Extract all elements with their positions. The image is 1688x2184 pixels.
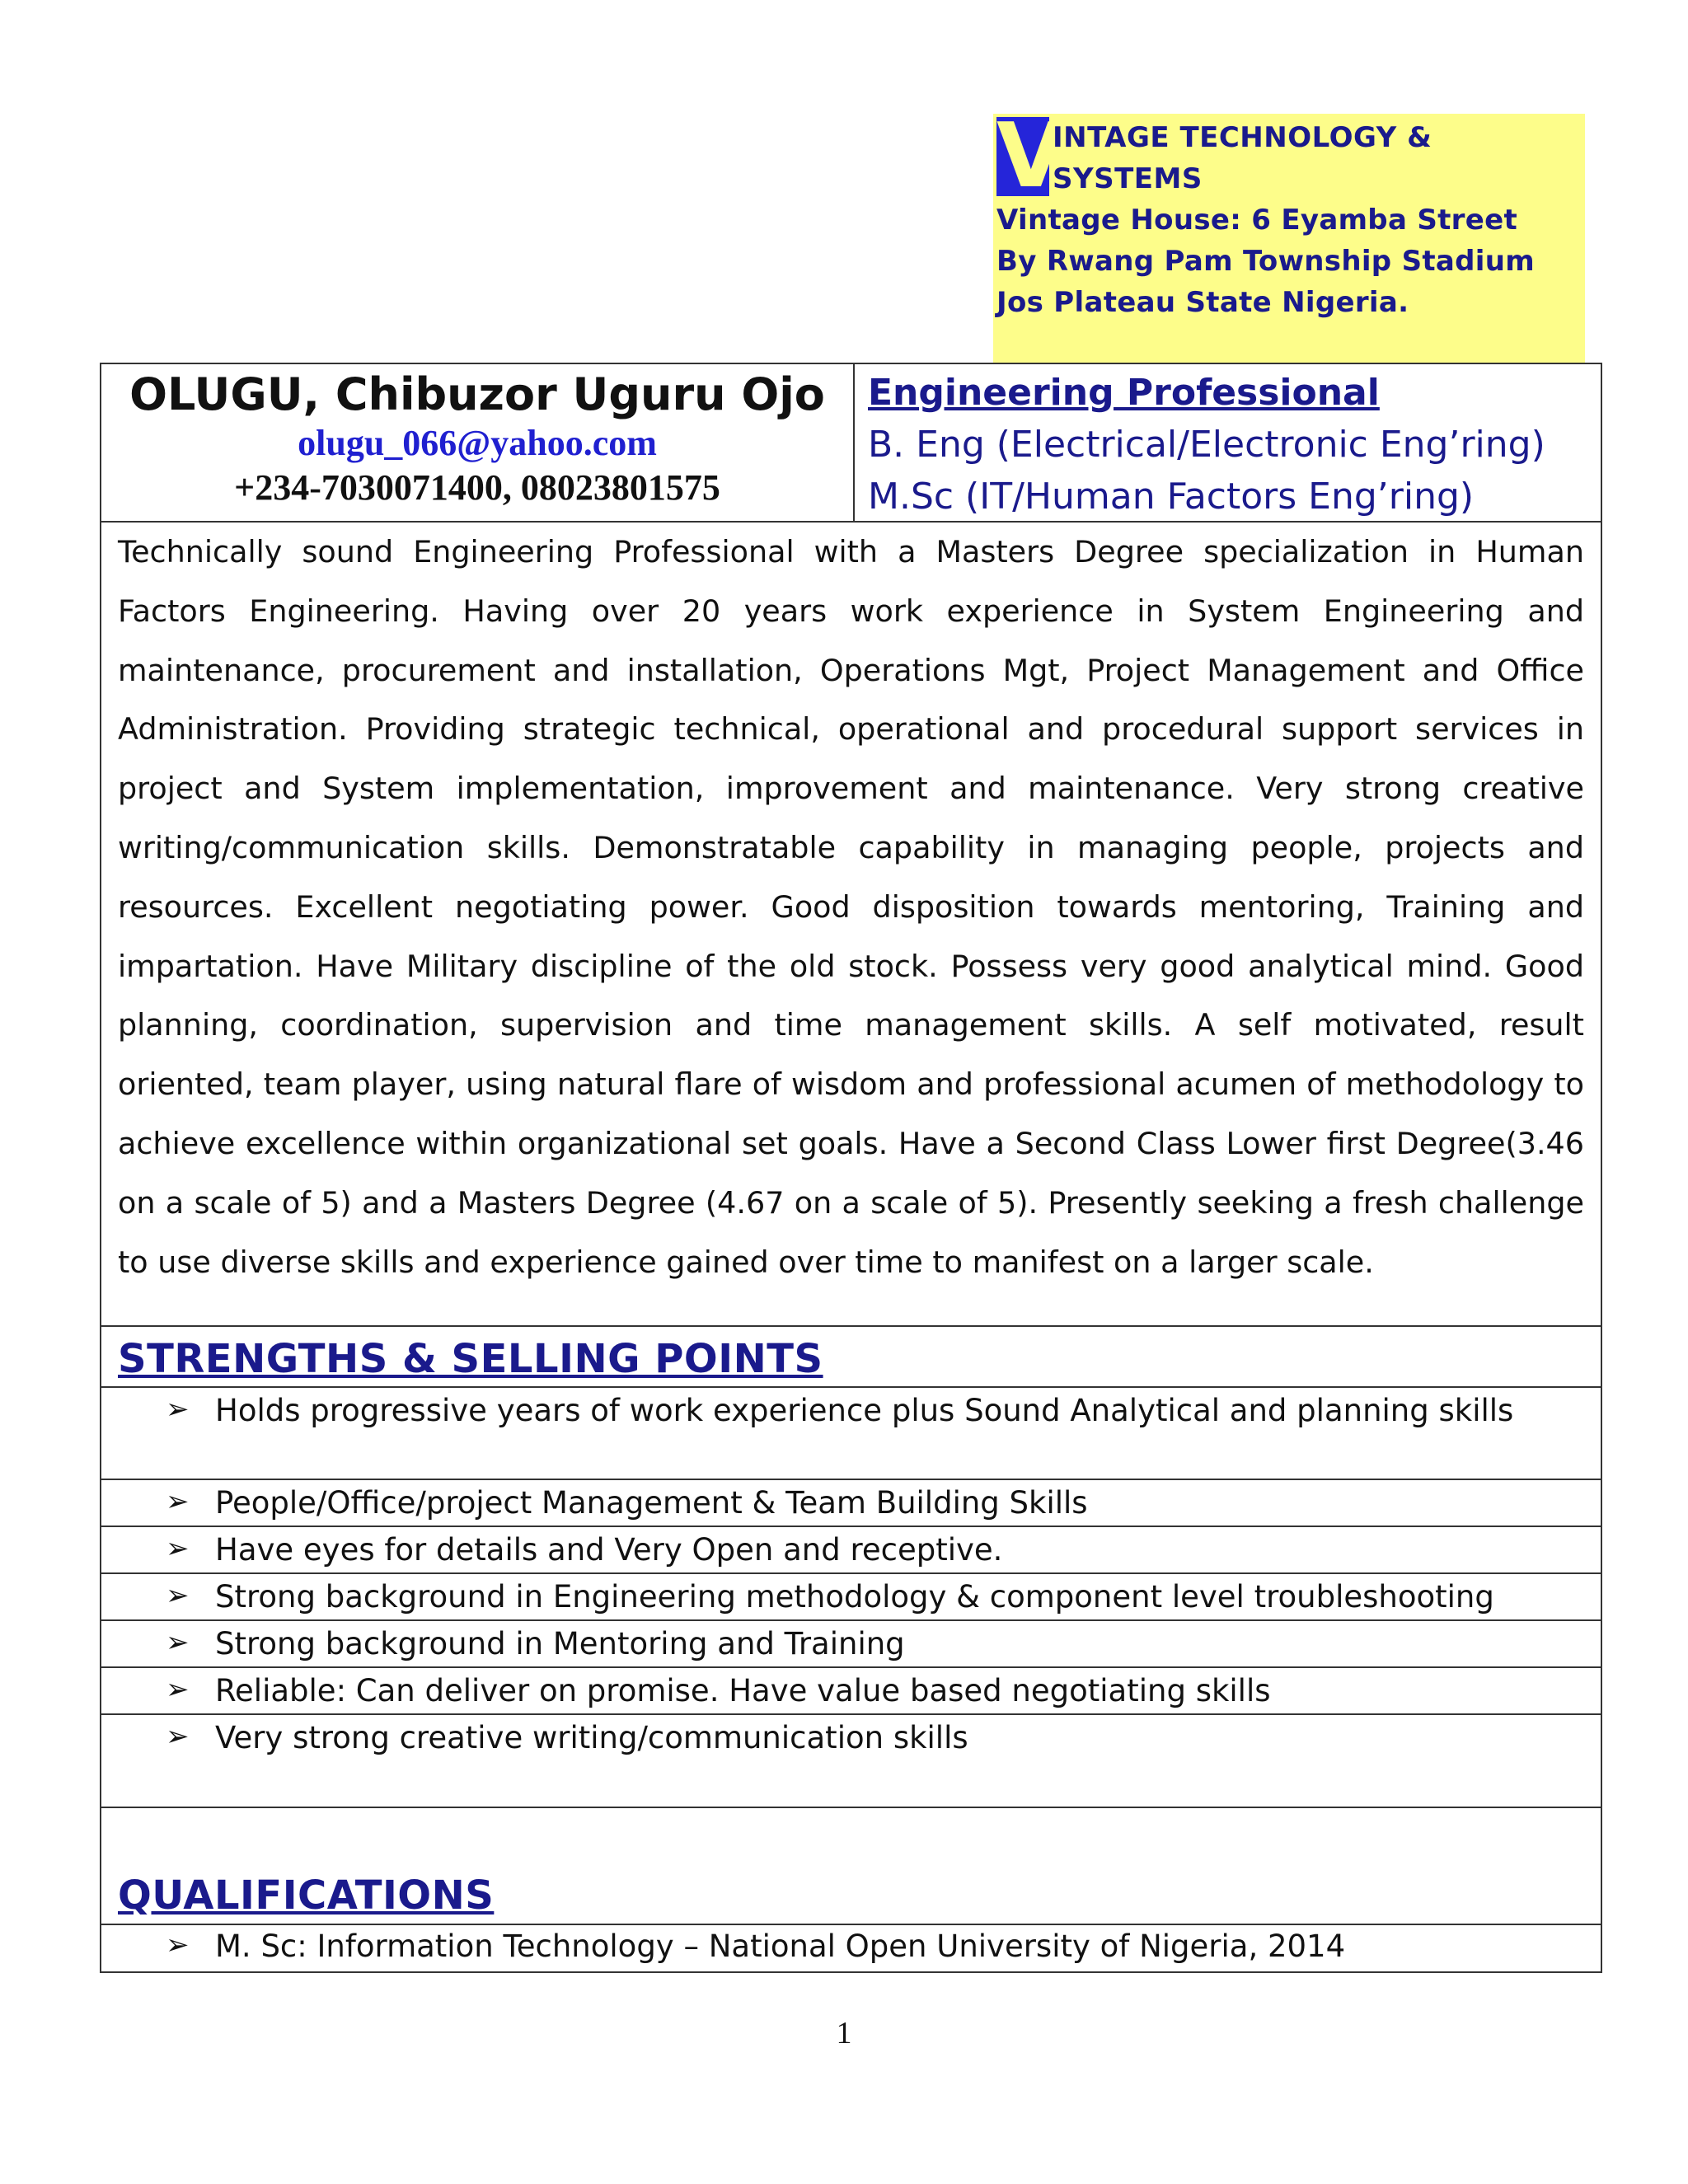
strength-item-text: Strong background in Engineering methodology & component level troubleshooting — [215, 1579, 1494, 1615]
bullet-arrow-icon: ➢ — [166, 1485, 190, 1518]
bullet-arrow-icon: ➢ — [166, 1626, 190, 1659]
bullet-arrow-icon: ➢ — [166, 1673, 190, 1706]
bullet-arrow-icon: ➢ — [166, 1720, 190, 1753]
profession-cell — [855, 364, 1601, 521]
profile-summary: Technically sound Engineering Professional with a Masters Degree specialization in Human Factors Engineering. Having over 20 years work experience in System Engineering and maintenance, procurement and installation, Operations Mgt, Project Management and Office Administration. Providing strategic technical, operational and procedural support services in project and System implementation, improvement and maintenance. Very strong creative writing/communication skills. Demonstratable capability in managing people, projects and resources. Excellent negotiating power. Good disposition towards mentoring, Training and impartation. Have Military discipline of the old stock. Possess very good analytical mind. Good planning, coordination, supervision and time management skills. A self motivated, result oriented, team player, using natural flare of wisdom and professional acumen of methodology to achieve excellence within organizational set goals. Have a Second Class Lower first Degree(3.46 on a scale of 5) and a Masters Degree (4.67 on a scale of 5). Presently seeking a fresh challenge to use diverse skills and experience gained over time to manifest on a larger scale. — [118, 534, 1584, 1280]
strength-item — [101, 1715, 1601, 1808]
strength-item-text: Holds progressive years of work experience plus Sound Analytical and planning skills — [215, 1393, 1514, 1428]
strengths-heading: STRENGTHS & SELLING POINTS — [118, 1336, 823, 1382]
person-name: OLUGU, Chibuzor Uguru Ojo — [129, 368, 825, 420]
company-address-line1: Vintage House: 6 Eyamba Street — [996, 204, 1518, 237]
company-name-line1: INTAGE TECHNOLOGY & — [1053, 121, 1432, 154]
strength-item — [101, 1388, 1601, 1480]
company-address-line3: Jos Plateau State Nigeria. — [996, 286, 1409, 319]
page-number: 1 — [836, 2016, 852, 2050]
company-name-block — [996, 105, 1585, 208]
qualification-item-text: M. Sc: Information Technology – National Open University of Nigeria, 2014 — [215, 1929, 1346, 1964]
strength-item-text: Very strong creative writing/communication skills — [215, 1720, 968, 1755]
qualification-item — [101, 1925, 1601, 1971]
cv-table — [100, 363, 1602, 1973]
company-logo-initial: V — [996, 105, 1066, 208]
bullet-arrow-icon: ➢ — [166, 1929, 190, 1961]
strengths-heading-row — [101, 1327, 1601, 1388]
strength-item-text: Reliable: Can deliver on promise. Have value based negotiating skills — [215, 1673, 1271, 1708]
contact-cell — [101, 364, 855, 521]
strength-item-text: Strong background in Mentoring and Training — [215, 1626, 905, 1661]
strength-item — [101, 1574, 1601, 1621]
qualifications-heading-row — [101, 1808, 1601, 1925]
email-link[interactable]: olugu_066@yahoo.com — [298, 423, 657, 463]
strength-item-text: People/Office/project Management & Team Building Skills — [215, 1485, 1088, 1521]
strength-item — [101, 1668, 1601, 1715]
degree-bachelor: B. Eng (Electrical/Electronic Eng’ring) — [868, 424, 1545, 466]
bullet-arrow-icon: ➢ — [166, 1579, 190, 1612]
qualifications-heading: QUALIFICATIONS — [118, 1872, 495, 1919]
strength-item-text: Have eyes for details and Very Open and receptive. — [215, 1532, 1003, 1568]
role-title: Engineering Professional — [868, 372, 1380, 414]
bullet-arrow-icon: ➢ — [166, 1393, 190, 1426]
company-address-line2: By Rwang Pam Township Stadium — [996, 245, 1535, 278]
strength-item — [101, 1480, 1601, 1527]
strength-item — [101, 1527, 1601, 1574]
summary-row — [101, 523, 1601, 1327]
phone-numbers: +234-7030071400, 08023801575 — [234, 467, 720, 508]
bullet-arrow-icon: ➢ — [166, 1532, 190, 1565]
company-letterhead — [993, 105, 1585, 363]
company-name-line2: SYSTEMS — [1053, 162, 1203, 195]
degree-master: M.Sc (IT/Human Factors Eng’ring) — [868, 476, 1475, 518]
strength-item — [101, 1621, 1601, 1668]
cv-header-row — [101, 364, 1601, 523]
